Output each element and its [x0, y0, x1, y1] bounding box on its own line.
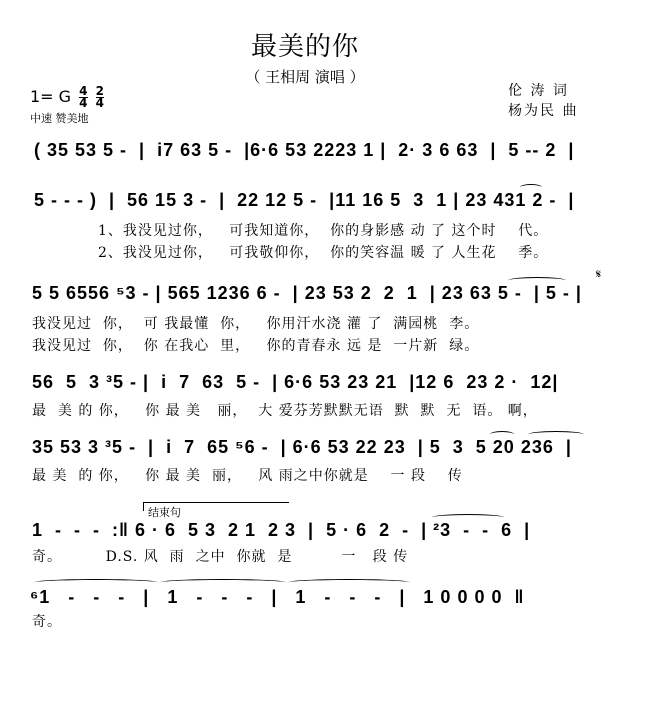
- lyric-verse-2: 2、我没见过你， 可我敬仰你， 你的笑容温 暖 了 人生花 季。: [98, 245, 549, 261]
- notation-line: 35 53 3 ³5 - | i 7 65 ⁵6 - | 6·6 53 22 23 | 5 3 5 20 236 |: [32, 437, 572, 457]
- time-signature-2: $\frac{2}{4}$: [95, 84, 104, 110]
- key-signature: [30, 86, 104, 109]
- lyric-verse-2: 我没见过 你， 你 在我心 里， 你的青春永 远 是 一片新 绿。: [32, 338, 480, 354]
- lyric-verse-1: 1、我没见过你， 可我知道你， 你的身影感 动 了 这个时 代。: [98, 223, 549, 239]
- tie-mark: [288, 579, 410, 586]
- slur-mark: [490, 431, 514, 438]
- lyric-chorus: 最 美 的 你， 你 最 美 丽， 大 爱芬芳默默无语 默 默 无 语。 啊，: [32, 403, 538, 419]
- time-signature-1: $\frac{4}{4}$: [79, 84, 88, 110]
- slur-mark: [528, 431, 584, 438]
- notation-line: ( 35 53 5 - | i7 63 5 - |6·6 53 2223 1 | 2· 3 6 63 | 5 -- 2 |: [34, 140, 575, 160]
- lyric-ending: 奇。 D.S. 风 雨 之中 你就 是 一 段 传: [32, 549, 409, 565]
- song-title: 最美的你: [250, 32, 359, 62]
- tie-mark: [432, 514, 504, 521]
- slur-mark: [520, 184, 542, 191]
- segno-icon: 𝄋: [596, 267, 602, 281]
- lyric-final: 奇。: [32, 614, 62, 630]
- key-label: 1= G: [30, 87, 72, 106]
- lyric-chorus: 最 美 的 你， 你 最 美 丽， 风 雨之中你就是 一 段 传: [32, 468, 463, 484]
- notation-line: 56 5 3 ³5 - | i 7 63 5 - | 6·6 53 23 21 |12 6 23 2 · 12|: [32, 372, 559, 392]
- performer-credit: （ 王相周 演唱 ）: [245, 68, 365, 86]
- composer-credit: 杨为民 曲: [508, 103, 579, 119]
- notation-line: ⁶1 - - - | 1 - - - | 1 - - - | 1 0 0 0 0 ‖: [30, 587, 525, 607]
- tempo-marking: 中速 赞美地: [30, 112, 89, 125]
- notation-line: 1 - - - :‖ 6 · 6 5 3 2 1 2 3 | 5 · 6 2 - | ²3 - - 6 |: [32, 520, 531, 540]
- ending-label: 结束句: [148, 506, 181, 519]
- notation-line: 5 5 6556 ⁵3 - | 565 1236 6 - | 23 53 2 2 1 | 23 63 5 - | 5 - |: [32, 283, 582, 303]
- tie-mark: [160, 579, 286, 586]
- tie-mark: [508, 277, 566, 284]
- lyricist-credit: 伦 涛 词: [508, 83, 569, 99]
- tie-mark: [34, 579, 158, 586]
- notation-line: 5 - - - ) | 56 15 3 - | 22 12 5 - |11 16 5 3 1 | 23 431 2 - |: [34, 190, 575, 210]
- lyric-verse-1: 我没见过 你， 可 我最懂 你， 你用汗水浇 灌 了 满园桃 李。: [32, 316, 480, 332]
